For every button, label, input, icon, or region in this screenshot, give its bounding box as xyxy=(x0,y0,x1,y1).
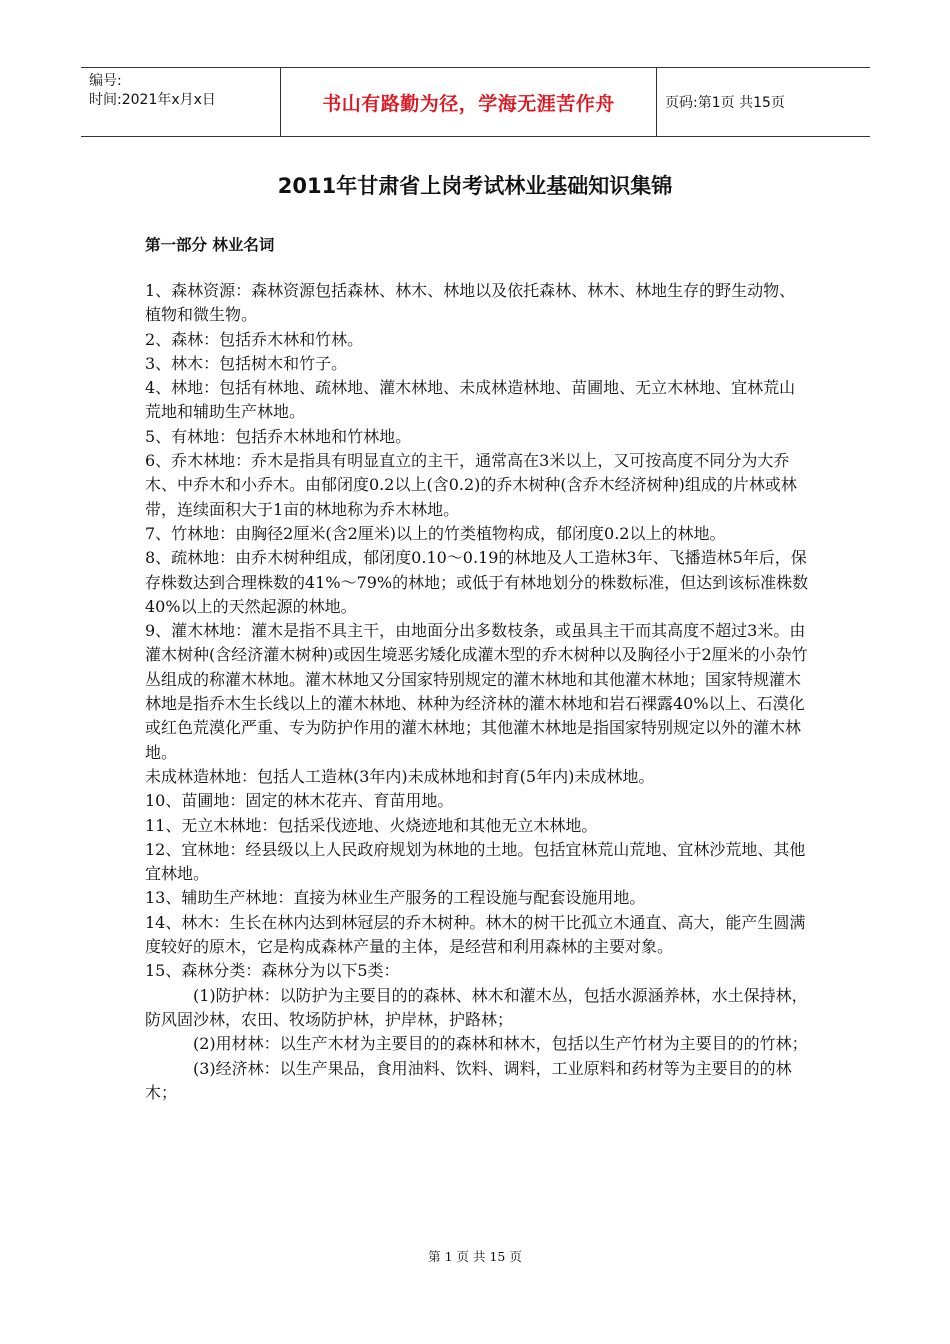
list-item-protection-forest: (1)防护林：以防护为主要目的的森林、林木和灌木丛，包括水源涵养林，水土保持林，防风固沙林，农田、牧场防护林，护岸林，护路林； xyxy=(145,985,808,1029)
paragraph-9: 9、灌木林地：灌木是指不具主干，由地面分出多数枝条，或虽具主干而其高度不超过3米。由灌木树种(含经济灌木树种)或因生境恶劣矮化成灌木型的乔木树种以及胸径小于2厘米的小杂竹丛组成的称灌木林地。灌木林地又分国家特别规定的灌木林地和其他灌木林地；国家特规灌木林地是指乔木生长线以上的灌木林地、林种为经济林的灌木林地和岩石裸露40%以上、石漠化或红色荒漠化严重、专为防护作用的灌木林地；其他灌木林地是指国家特别规定以外的灌木林地。 xyxy=(145,621,808,762)
section-title: 第一部分 林业名词 xyxy=(145,236,275,254)
paragraph-8: 8、疏林地：由乔木树种组成，郁闭度0.10～0.19的林地及人工造林3年、飞播造林5年后，保存株数达到合理株数的41%～79%的林地；或低于有林地划分的株数标准，但达到该标准株数40%以上的天然起源的林地。 xyxy=(145,548,809,616)
paragraph-7: 7、竹林地：由胸径2厘米(含2厘米)以上的竹类植物构成，郁闭度0.2以上的林地。 xyxy=(145,523,726,543)
paragraph-14: 14、林木：生长在林内达到林冠层的乔木树种。林木的树干比孤立木通直、高大，能产生圆满度较好的原木，它是构成森林产量的主体，是经营和利用森林的主要对象。 xyxy=(145,912,806,957)
header-motto: 书山有路勤为径，学海无涯苦作舟 xyxy=(281,68,657,136)
paragraph-1: 1、森林资源：森林资源包括森林、林木、林地以及依托森林、林木、林地生存的野生动物、植物和微生物。 xyxy=(145,281,796,325)
paragraph-10: 10、苗圃地：固定的林木花卉、育苗用地。 xyxy=(145,791,454,811)
paragraph-3: 3、林木：包括树木和竹子。 xyxy=(145,353,348,373)
paragraph-11: 11、无立木林地：包括采伐迹地、火烧迹地和其他无立木林地。 xyxy=(145,815,598,835)
paragraph-2: 2、森林：包括乔木林和竹林。 xyxy=(145,329,364,349)
page-footer: 第 1 页 共 15 页 xyxy=(428,1249,522,1264)
page-header xyxy=(81,67,870,137)
header-meta xyxy=(81,68,281,136)
paragraph-6: 6、乔木林地：乔木是指具有明显直立的主干，通常高在3米以上，又可按高度不同分为大乔木、中乔木和小乔木。由郁闭度0.2以上(含0.2)的乔木树种(含乔木经济树种)组成的片林或林带，连续面积大于1亩的林地称为乔木林地。 xyxy=(145,451,797,519)
paragraph-4: 4、林地：包括有林地、疏林地、灌木林地、未成林造林地、苗圃地、无立木林地、宜林荒山荒地和辅助生产林地。 xyxy=(145,378,796,422)
paragraph-5: 5、有林地：包括乔木林地和竹林地。 xyxy=(145,426,412,446)
header-page-info: 页码:第1页 共15页 xyxy=(665,95,785,111)
paragraph-13: 13、辅助生产林地：直接为林业生产服务的工程设施与配套设施用地。 xyxy=(145,888,646,908)
document-time-label: 时间:2021年x月x日 xyxy=(89,92,216,108)
paragraph-15: 15、森林分类：森林分为以下5类： xyxy=(145,961,400,981)
document-body xyxy=(145,279,810,1105)
paragraph-12: 12、宜林地：经县级以上人民政府规划为林地的土地。包括宜林荒山荒地、宜林沙荒地、其他宜林地。 xyxy=(145,839,806,884)
list-item-timber-forest: (2)用材林：以生产木材为主要目的的森林和林木，包括以生产竹材为主要目的的竹林； xyxy=(193,1034,808,1054)
paragraph-unforested: 未成林造林地：包括人工造林(3年内)未成林地和封育(5年内)未成林地。 xyxy=(145,766,655,786)
document-title: 2011年甘肃省上岗考试林业基础知识集锦 xyxy=(277,174,673,198)
document-number-label: 编号: xyxy=(89,73,122,89)
list-item-economic-forest: (3)经济林：以生产果品，食用油料、饮料、调料，工业原料和药材等为主要目的的林木； xyxy=(145,1058,792,1102)
